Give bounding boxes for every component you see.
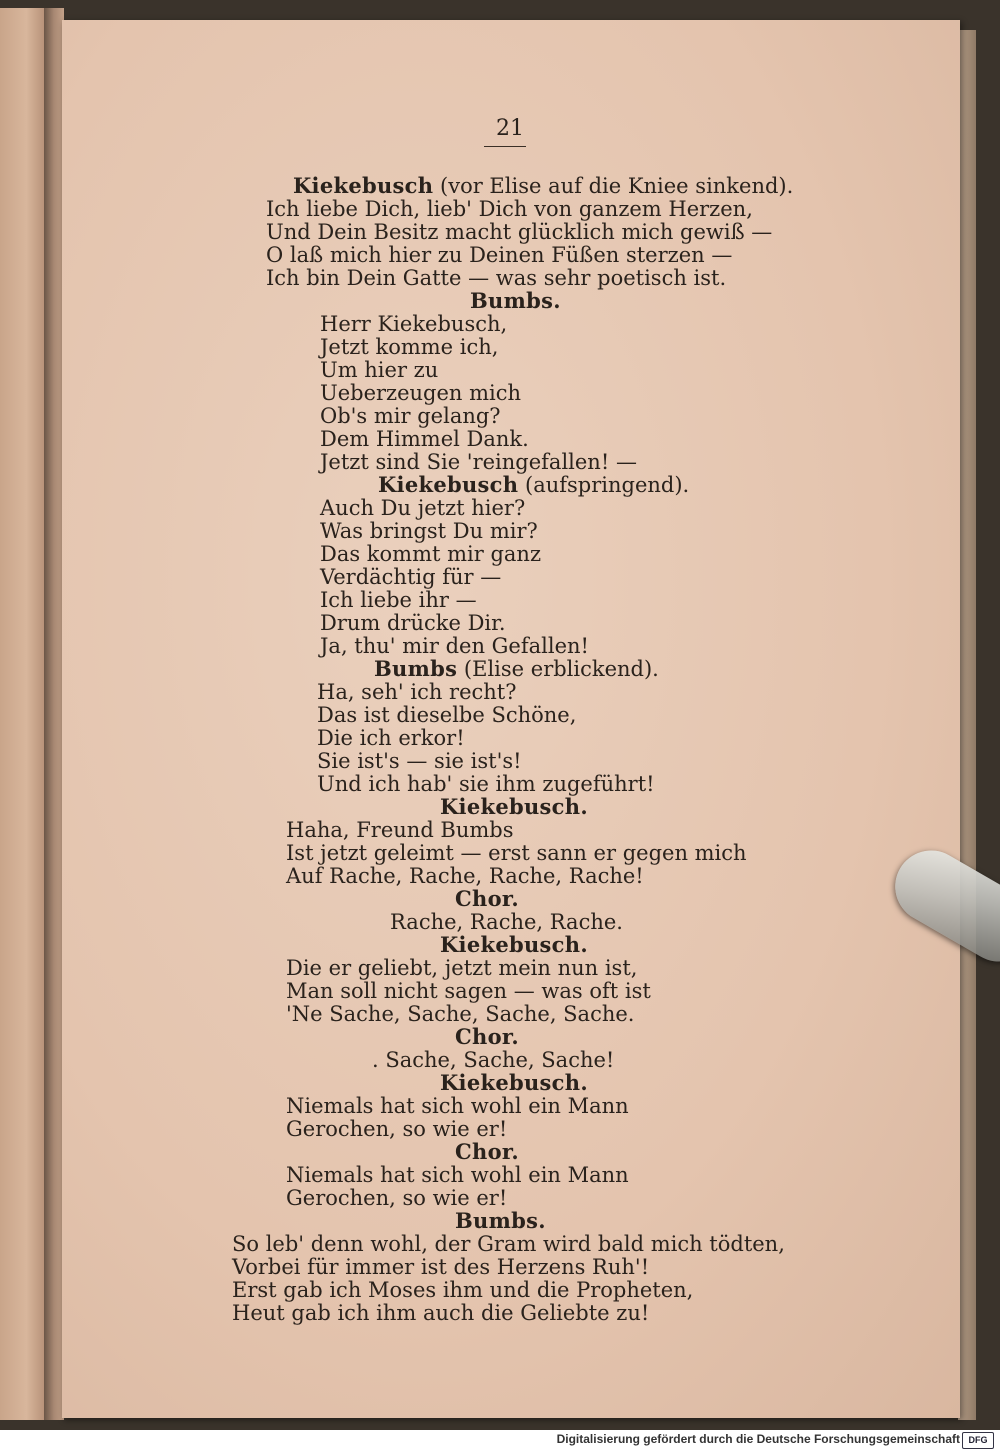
verse-line: 'Ne Sache, Sache, Sache, Sache. <box>286 1002 635 1026</box>
verse-line: O laß mich hier zu Deinen Füßen sterzen — <box>266 243 733 267</box>
verse-line: Heut gab ich ihm auch die Geliebte zu! <box>232 1301 650 1325</box>
speaker-name: Kiekebusch <box>293 173 434 198</box>
verse-line: Erst gab ich Moses ihm und die Propheten, <box>232 1278 694 1302</box>
speaker-name: Kiekebusch. <box>440 1070 588 1095</box>
verse-line: Sie ist's — sie ist's! <box>317 749 522 773</box>
verse-line: Ha, seh' ich recht? <box>317 680 517 704</box>
verse-line: Ob's mir gelang? <box>320 404 501 428</box>
verse-line: Herr Kiekebusch, <box>320 312 508 336</box>
verse-line: Die ich erkor! <box>317 726 465 750</box>
verse-line: Niemals hat sich wohl ein Mann <box>286 1163 629 1187</box>
speaker-name: Bumbs. <box>470 288 561 313</box>
speaker-line <box>374 658 659 680</box>
verse-line: Und ich hab' sie ihm zugeführt! <box>317 772 655 796</box>
speaker-name: Kiekebusch <box>378 472 519 497</box>
verse-line: Vorbei für immer ist des Herzens Ruh'! <box>232 1255 650 1279</box>
speaker-line <box>440 796 588 818</box>
verse-line: Jetzt komme ich, <box>320 335 499 359</box>
verse-line: Ich liebe ihr — <box>320 588 477 612</box>
speaker-name: Kiekebusch. <box>440 794 588 819</box>
speaker-line <box>455 888 519 910</box>
verse-line: Auf Rache, Rache, Rache, Rache! <box>286 864 644 888</box>
verse-line: Ist jetzt geleimt — erst sann er gegen mich <box>286 841 747 865</box>
verse-line: Auch Du jetzt hier? <box>320 496 526 520</box>
stage-direction: (Elise erblickend). <box>457 657 659 681</box>
speaker-name: Chor. <box>455 886 519 911</box>
verse-line: Ich liebe Dich, lieb' Dich von ganzem Herzen, <box>266 197 753 221</box>
speaker-line <box>455 1026 519 1048</box>
verse-line: Man soll nicht sagen — was oft ist <box>286 979 651 1003</box>
verse-line: Rache, Rache, Rache. <box>390 910 623 934</box>
verse-line: . Sache, Sache, Sache! <box>372 1048 615 1072</box>
speaker-name: Bumbs. <box>455 1208 546 1233</box>
verse-line: Um hier zu <box>320 358 439 382</box>
speaker-line <box>378 474 689 496</box>
speaker-line <box>440 934 588 956</box>
page-number: 21 <box>496 116 524 141</box>
verse-line: Dem Himmel Dank. <box>320 427 529 451</box>
dfg-logo-icon: DFG <box>962 1432 994 1449</box>
footer-bar <box>0 1430 1000 1450</box>
speaker-name: Kiekebusch. <box>440 932 588 957</box>
speaker-line <box>455 1141 519 1163</box>
verse-line: Ueberzeugen mich <box>320 381 522 405</box>
verse-line: Das ist dieselbe Schöne, <box>317 703 577 727</box>
speaker-name: Chor. <box>455 1139 519 1164</box>
footer-credit: Digitalisierung gefördert durch die Deutsche Forschungsgemeinschaft <box>556 1432 960 1446</box>
verse-line: Jetzt sind Sie 'reingefallen! — <box>320 450 637 474</box>
verse-line: Was bringst Du mir? <box>320 519 538 543</box>
verse-line: So leb' denn wohl, der Gram wird bald mich tödten, <box>232 1232 785 1256</box>
speaker-line <box>440 1072 588 1094</box>
verse-line: Verdächtig für — <box>320 565 502 589</box>
verse-line: Die er geliebt, jetzt mein nun ist, <box>286 956 638 980</box>
verse-line: Das kommt mir ganz <box>320 542 542 566</box>
verse-line: Drum drücke Dir. <box>320 611 506 635</box>
speaker-name: Chor. <box>455 1024 519 1049</box>
speaker-line <box>455 1210 546 1232</box>
verse-line: Gerochen, so wie er! <box>286 1186 508 1210</box>
verse-line: Ich bin Dein Gatte — was sehr poetisch ist. <box>266 266 727 290</box>
verse-line: Haha, Freund Bumbs <box>286 818 514 842</box>
speaker-line <box>293 175 793 197</box>
verse-line: Gerochen, so wie er! <box>286 1117 508 1141</box>
verse-line: Und Dein Besitz macht glücklich mich gewiß — <box>266 220 773 244</box>
speaker-name: Bumbs <box>374 656 458 681</box>
verse-line: Ja, thu' mir den Gefallen! <box>320 634 589 658</box>
verse-line: Niemals hat sich wohl ein Mann <box>286 1094 629 1118</box>
stage-direction: (vor Elise auf die Kniee sinkend). <box>433 174 794 198</box>
speaker-line <box>470 290 561 312</box>
stage-direction: (aufspringend). <box>518 473 690 497</box>
